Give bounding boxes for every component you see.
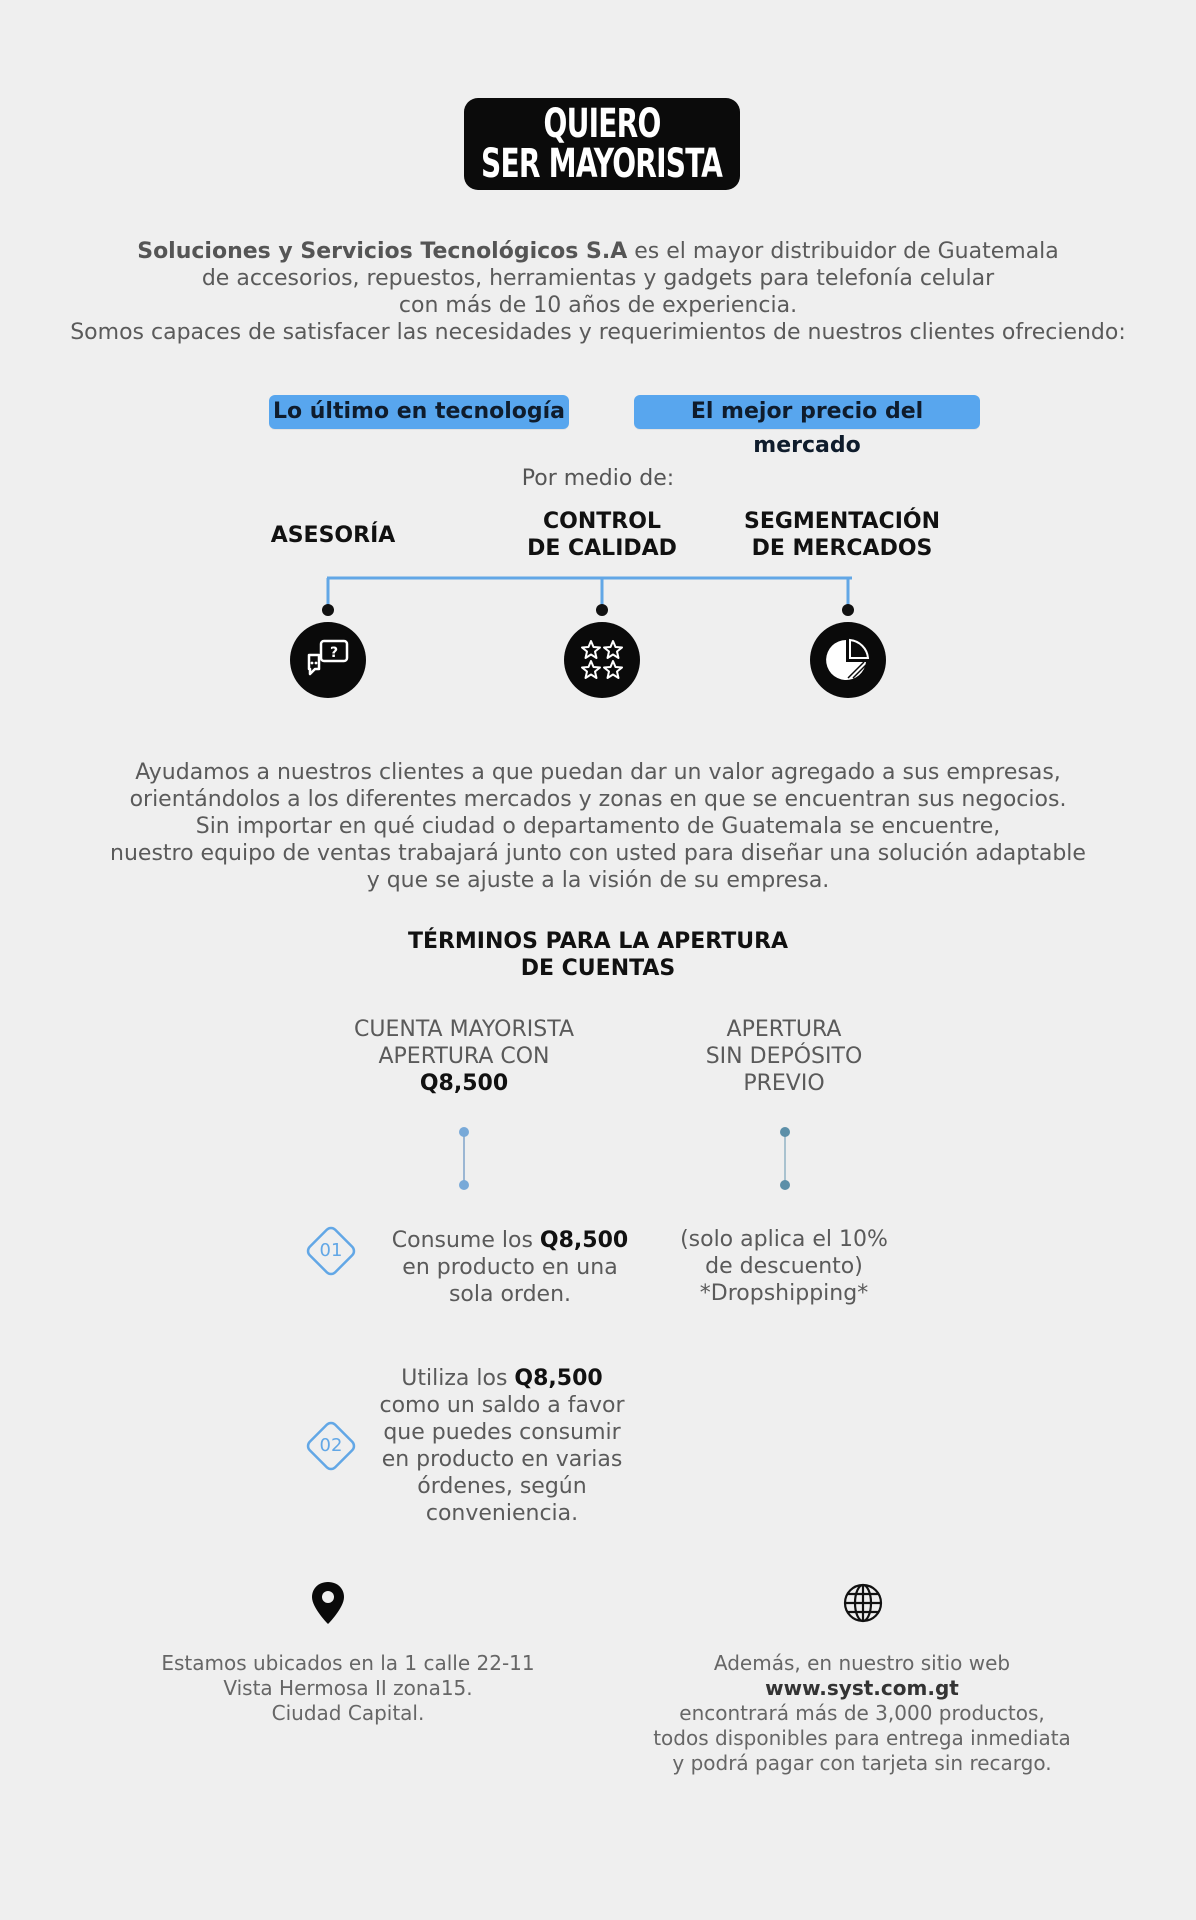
col1-stem-dot-bottom [459, 1180, 469, 1190]
web-line-1: Además, en nuestro sitio web [713, 1651, 1011, 1675]
location-line-3: Ciudad Capital. [271, 1701, 425, 1725]
description-line: Sin importar en qué ciudad o departamento de Guatemala se encuentre, [195, 814, 1001, 839]
col2-stem [784, 1132, 786, 1184]
map-pin-icon [308, 1580, 348, 1630]
pillar-3-line-2: DE MERCADOS [751, 536, 933, 561]
por-medio-label: Por medio de: [521, 466, 675, 491]
title-line-1: QUIERO [543, 101, 661, 147]
step-02-line-6: conveniencia. [425, 1501, 579, 1526]
col2-note-line-1: (solo aplica el 10% [680, 1227, 888, 1252]
step-01-text [370, 1227, 650, 1308]
pillar-asesoria-label [233, 522, 433, 549]
location-text [148, 1651, 548, 1726]
intro-line-4: Somos capaces de satisfacer las necesidades y requerimientos de nuestros clientes ofreciendo: [70, 320, 1126, 345]
description-line: y que se ajuste a la visión de su empresa. [366, 868, 830, 893]
col1-stem [463, 1132, 465, 1184]
col2-stem-dot-bottom [780, 1180, 790, 1190]
description-line: orientándolos a los diferentes mercados y zonas en que se encuentran sus negocios. [129, 787, 1067, 812]
company-name: Soluciones y Servicios Tecnológicos S.A [137, 239, 628, 264]
step-01-pre: Consume los [391, 1228, 540, 1253]
col2-line-1: APERTURA [726, 1017, 842, 1042]
title-line-2: SER MAYORISTA [481, 141, 723, 187]
terms-title-line-1: TÉRMINOS PARA LA APERTURA [407, 929, 789, 954]
pillar-2-line-1: CONTROL [543, 509, 661, 534]
step-02-badge [301, 1416, 361, 1476]
col2-line-2: SIN DEPÓSITO [705, 1044, 863, 1069]
chat-question-icon [290, 622, 366, 698]
web-text [612, 1651, 1112, 1776]
intro-paragraph [40, 238, 1156, 346]
step-02-line-5: órdenes, según [417, 1474, 587, 1499]
description-line: Ayudamos a nuestros clientes a que puedan dar un valor agregado a sus empresas, [135, 760, 1061, 785]
highlight-technology: Lo último en tecnología [269, 395, 569, 429]
col1-amount: Q8,500 [419, 1071, 509, 1096]
terms-title [0, 928, 1196, 982]
col2-line-3: PREVIO [743, 1071, 825, 1096]
pie-chart-icon [810, 622, 886, 698]
step-02-pre: Utiliza los [401, 1366, 515, 1391]
web-line-4: todos disponibles para entrega inmediata [653, 1726, 1071, 1750]
svg-text:?: ? [329, 645, 339, 661]
col-sin-deposito-head [634, 1016, 934, 1097]
highlight-best-price: El mejor precio del mercado [634, 395, 980, 429]
website-link[interactable]: www.syst.com.gt [765, 1676, 959, 1700]
col2-stem-dot-top [780, 1127, 790, 1137]
step-01-line-3: sola orden. [448, 1282, 572, 1307]
col1-line-1: CUENTA MAYORISTA [354, 1017, 574, 1042]
pillar-calidad-label [482, 508, 722, 562]
pillar-2-line-2: DE CALIDAD [527, 536, 677, 561]
description-line: nuestro equipo de ventas trabajará junto con usted para diseñar una solución adaptable [110, 841, 1086, 866]
intro-line-2: de accesorios, repuestos, herramientas y gadgets para telefonía celular [201, 266, 995, 291]
pillar-3-line-1: SEGMENTACIÓN [743, 509, 941, 534]
col1-line-2: APERTURA CON [378, 1044, 550, 1069]
col1-stem-dot-top [459, 1127, 469, 1137]
step-02-amount: Q8,500 [514, 1366, 603, 1391]
intro-line-3: con más de 10 años de experiencia. [398, 293, 798, 318]
web-line-5: y podrá pagar con tarjeta sin recargo. [672, 1751, 1052, 1775]
col2-note [654, 1226, 914, 1307]
step-02-line-2: como un saldo a favor [379, 1393, 625, 1418]
step-01-amount: Q8,500 [539, 1228, 629, 1253]
globe-icon [842, 1582, 884, 1628]
pillar-1-line-1: ASESORÍA [270, 523, 396, 548]
location-line-1: Estamos ubicados en la 1 calle 22-11 [161, 1651, 535, 1675]
intro-line-1: es el mayor distribuidor de Guatemala [627, 239, 1059, 264]
description-paragraph [60, 759, 1136, 894]
stars-icon [564, 622, 640, 698]
step-02-text [362, 1365, 642, 1527]
col2-note-line-2: de descuento) [705, 1254, 863, 1279]
step-01-number: 01 [319, 1240, 343, 1261]
step-01-line-2: en producto en una [402, 1255, 618, 1280]
step-02-line-3: que puedes consumir [383, 1420, 621, 1445]
pillar-connector [290, 572, 890, 624]
terms-title-line-2: DE CUENTAS [520, 956, 676, 981]
col2-note-line-3: *Dropshipping* [699, 1281, 869, 1306]
step-02-number: 02 [319, 1435, 343, 1456]
pillar-segmentacion-label [722, 508, 962, 562]
step-02-line-4: en producto en varias [381, 1447, 623, 1472]
step-01-badge [301, 1221, 361, 1281]
title-badge [464, 98, 740, 190]
col-mayorista-head [314, 1016, 614, 1097]
web-line-3: encontrará más de 3,000 productos, [679, 1701, 1045, 1725]
location-line-2: Vista Hermosa II zona15. [223, 1676, 473, 1700]
